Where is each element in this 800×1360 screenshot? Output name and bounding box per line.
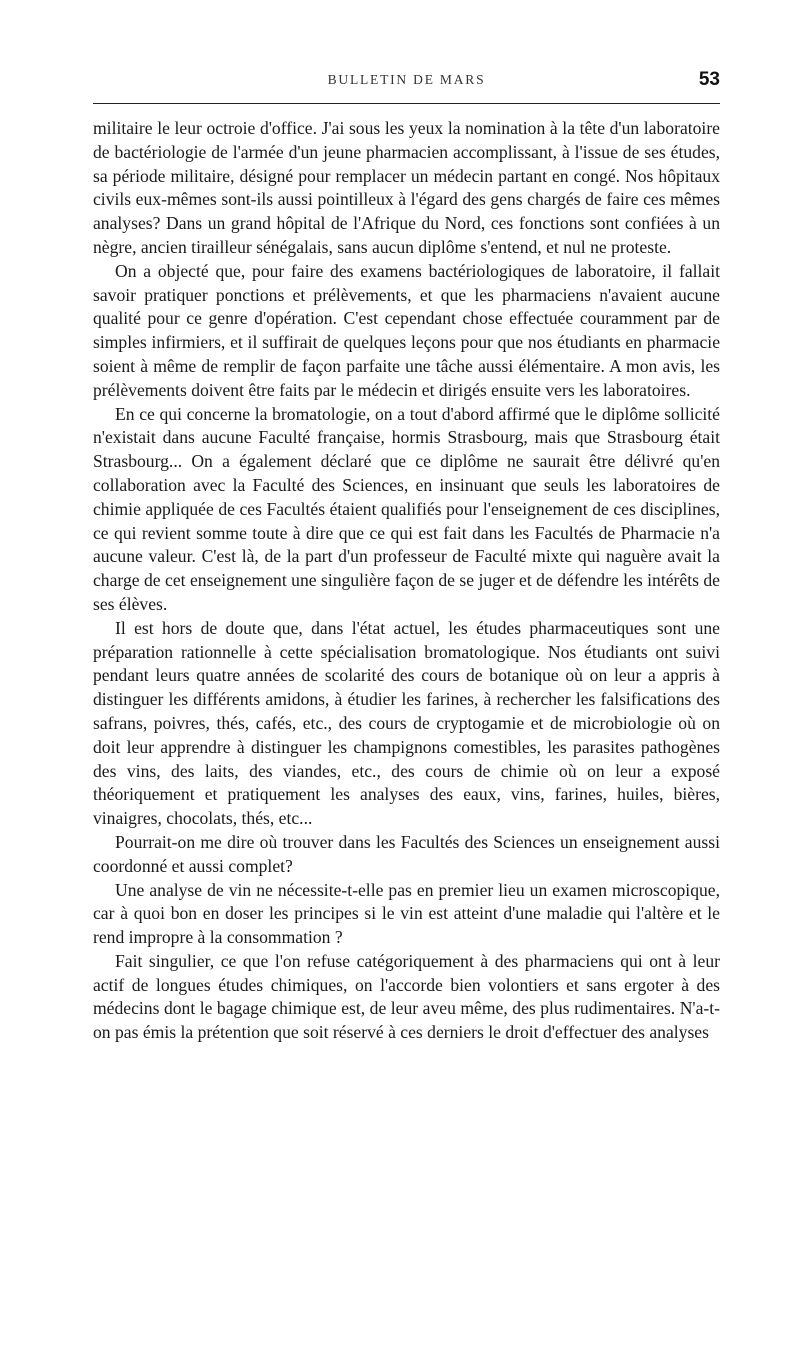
paragraph: Il est hors de doute que, dans l'état actuel, les études pharmaceutiques sont une préparation rationnelle à cette spécialisation bromatologique. Nos étudiants ont suivi pendant leurs quatre années de scolarité des cours de botanique où on leur a appris à distinguer les différents amidons, à étudier les farines, à rechercher les falsifications des safrans, poivres, thés, cafés, etc., des cours de cryptogamie et de microbiologie où on doit leur apprendre à distinguer les champignons comestibles, les parasites pathogènes des vins, des laits, des viandes, etc., des cours de chimie où on leur a exposé théoriquement et pratiquement les analyses des eaux, vins, farines, huiles, bières, vinaigres, chocolats, thés, etc... [93, 617, 720, 829]
running-head [93, 70, 720, 94]
body-text [93, 117, 720, 1045]
page-number: 53 [698, 69, 720, 90]
paragraph: On a objecté que, pour faire des examens bactériologiques de laboratoire, il fallait savoir pratiquer ponctions et prélèvements, et que les pharmaciens n'avaient aucune qualité pour ce genre d'opération. C'est cependant chose effectuée couramment par de simples infirmiers, et il suffirait de quelques leçons pour que nos étudiants en pharmacie soient à même de remplir de façon parfaite une tâche aussi élémentaire. A mon avis, les prélèvements doivent être faits par le médecin et dirigés ensuite vers les laboratoires. [93, 260, 720, 400]
running-title: BULLETIN DE MARS [327, 72, 486, 87]
header-rule [93, 103, 720, 104]
paragraph: Une analyse de vin ne nécessite-t-elle pas en premier lieu un examen microscopique, car à quoi bon en doser les principes si le vin est atteint d'une maladie qui l'altère et le rend impropre à la consommation ? [93, 879, 720, 948]
paragraph: Pourrait-on me dire où trouver dans les Facultés des Sciences un enseignement aussi coordonné et aussi complet? [93, 831, 720, 876]
paragraph-continued: militaire le leur octroie d'office. J'ai sous les yeux la nomination à la tête d'un laboratoire de bactériologie de l'armée d'un jeune pharmacien accomplissant, à l'issue de ses études, sa période militaire, désigné pour remplacer un médecin partant en congé. Nos hôpitaux civils eux-mêmes sont-ils aussi pointilleux à l'égard des gens chargés de faire ces mêmes analyses? Dans un grand hôpital de l'Afrique du Nord, ces fonctions sont confiées à un nègre, ancien tirailleur sénégalais, sans aucun diplôme s'entend, et nul ne proteste. [93, 118, 720, 257]
paragraph: Fait singulier, ce que l'on refuse catégoriquement à des pharmaciens qui ont à leur actif de longues études chimiques, on l'accorde bien volontiers et sans ergoter à des médecins dont le bagage chimique est, de leur aveu même, des plus rudimentaires. N'a-t-on pas émis la prétention que soit réservé à ces derniers le droit d'effectuer des analyses [93, 950, 720, 1043]
paragraph: En ce qui concerne la bromatologie, on a tout d'abord affirmé que le diplôme sollicité n'existait dans aucune Faculté française, hormis Strasbourg, mais que Strasbourg était Strasbourg... On a également déclaré que ce diplôme ne saurait être délivré qu'en collaboration avec la Faculté des Sciences, en insinuant que seuls les laboratoires de chimie appliquée de ces Facultés étaient qualifiés pour l'enseignement de ces disciplines, ce qui revient somme toute à dire que ce qui est fait dans les Facultés de Pharmacie n'a aucune valeur. C'est là, de la part d'un professeur de Faculté mixte qui naguère avait la charge de cet enseignement une singulière façon de se juger et de défendre les intérêts de ses élèves. [93, 403, 720, 614]
